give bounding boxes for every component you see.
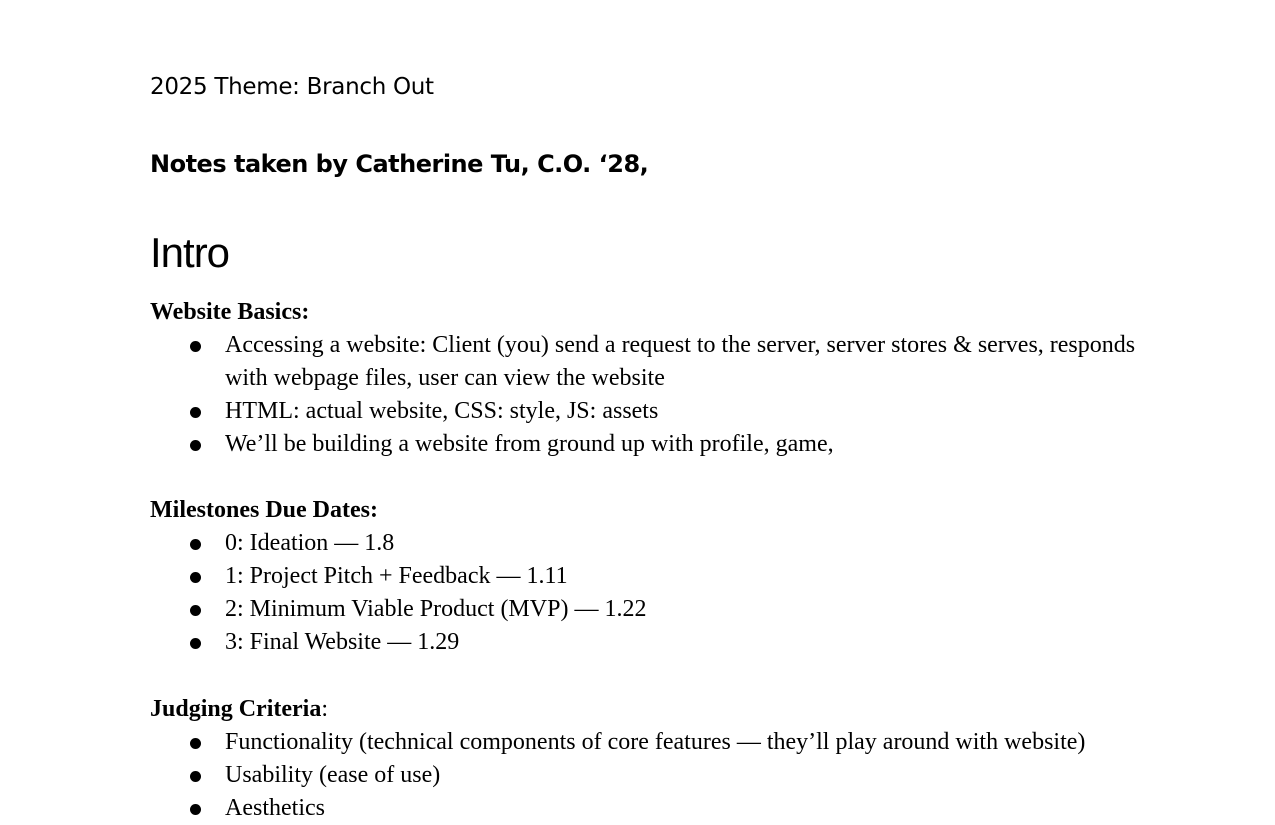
bullet-list bbox=[150, 726, 1140, 825]
section-heading-intro: Intro bbox=[150, 229, 230, 276]
bullet-icon bbox=[190, 407, 201, 418]
bullet-icon bbox=[190, 638, 201, 649]
bullet-icon bbox=[190, 341, 201, 352]
bullet-list bbox=[150, 527, 1140, 659]
bullet-list bbox=[150, 329, 1140, 461]
section-title: Judging Criteria: bbox=[150, 696, 328, 722]
list-item: HTML: actual website, CSS: style, JS: assets bbox=[150, 395, 1140, 428]
list-item: 1: Project Pitch + Feedback — 1.11 bbox=[150, 560, 1140, 593]
website-basics-section bbox=[150, 296, 1140, 461]
bullet-icon bbox=[190, 572, 201, 583]
bullet-icon bbox=[190, 738, 201, 749]
bullet-icon bbox=[190, 539, 201, 550]
list-item: Aesthetics bbox=[150, 792, 1140, 825]
milestones-section bbox=[150, 494, 1140, 659]
list-item: We’ll be building a website from ground up with profile, game, bbox=[150, 428, 1140, 461]
bullet-icon bbox=[190, 771, 201, 782]
theme-line: 2025 Theme: Branch Out bbox=[150, 74, 434, 100]
section-title: Website Basics: bbox=[150, 299, 310, 325]
list-item: 0: Ideation — 1.8 bbox=[150, 527, 1140, 560]
list-item: Functionality (technical components of core features — they’ll play around with website) bbox=[150, 726, 1140, 759]
bullet-icon bbox=[190, 605, 201, 616]
judging-criteria-section bbox=[150, 693, 1140, 825]
bullet-icon bbox=[190, 804, 201, 815]
list-item: Usability (ease of use) bbox=[150, 759, 1140, 792]
list-item: 3: Final Website — 1.29 bbox=[150, 626, 1140, 659]
list-item: Accessing a website: Client (you) send a request to the server, server stores & serves, responds with webpage files, user can view the website bbox=[150, 329, 1140, 395]
section-title: Milestones Due Dates: bbox=[150, 497, 378, 523]
bullet-icon bbox=[190, 440, 201, 451]
list-item: 2: Minimum Viable Product (MVP) — 1.22 bbox=[150, 593, 1140, 626]
author-line: Notes taken by Catherine Tu, C.O. ‘28, bbox=[150, 150, 649, 178]
